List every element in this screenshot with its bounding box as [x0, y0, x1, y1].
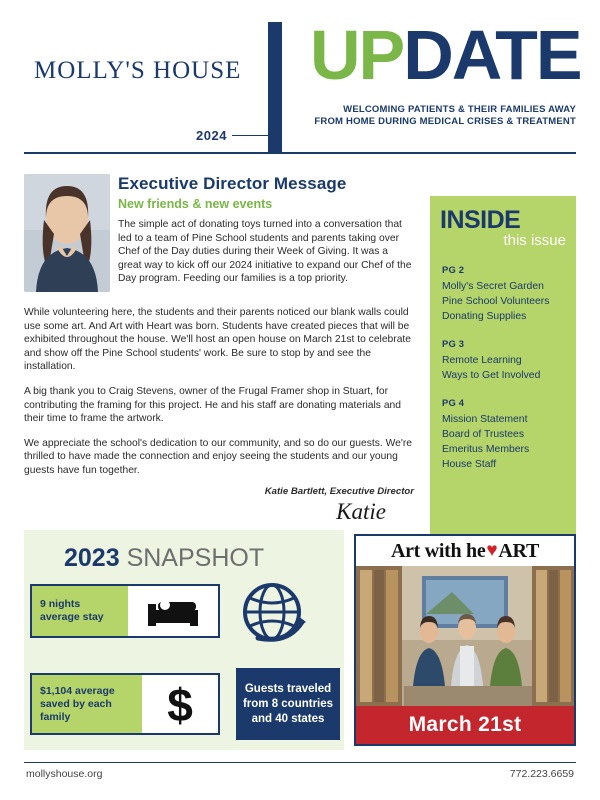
footer-phone[interactable]: 772.223.6659 — [509, 768, 574, 780]
svg-text:$: $ — [167, 681, 193, 727]
toc-item[interactable]: Donating Supplies — [442, 311, 527, 322]
issue-year: 2024 — [196, 128, 227, 143]
footer-website[interactable]: mollyshouse.org — [26, 768, 103, 780]
title-date: DATE — [403, 16, 581, 94]
signature-name: Katie Bartlett, Executive Director — [264, 486, 414, 497]
article-paragraph-2: While volunteering here, the students and their parents noticed our blank walls could use some art. And Art with Heart was born. Students have created pieces that will be exhibited throughout the house. We'll host an open house on March 21st to celebrate and show off the Pine School students' work. Be sure to stop by and see the installation. — [24, 307, 412, 373]
organization-logo — [34, 57, 241, 85]
art-with-heart-photo — [356, 566, 574, 706]
stat-average-saved — [30, 673, 220, 735]
article-paragraph-4: We appreciate the school's dedication to our community, and so do our guests. We're thrilled to have made the connection and enjoy seeing the students and our young guests have fun together. — [24, 437, 412, 476]
tagline-line-1: WELCOMING PATIENTS & THEIR FAMILIES AWAY — [343, 104, 576, 115]
title-up: UP — [310, 16, 404, 94]
toc-item[interactable]: Pine School Volunteers — [442, 296, 550, 307]
masthead — [0, 0, 600, 152]
stat-guests-traveled — [236, 668, 340, 740]
stat-average-stay — [30, 584, 220, 638]
article-subtitle: New friends & new events — [118, 197, 273, 211]
inside-group — [442, 338, 570, 383]
inside-group — [442, 397, 570, 472]
page-label: PG 4 — [442, 397, 465, 408]
article-title: Executive Director Message — [118, 174, 347, 193]
inside-this-issue-panel — [430, 196, 576, 540]
inside-contents-list — [442, 264, 570, 486]
brand-name: MOLLY'S HOUSE — [34, 57, 242, 84]
stat-average-saved-label: $1,104 average saved by each family — [32, 675, 142, 733]
toc-item[interactable]: Mission Statement — [442, 414, 528, 425]
inside-title: INSIDE — [440, 206, 521, 234]
footer-divider — [24, 762, 576, 763]
art-with-heart-panel — [354, 534, 576, 746]
art-title-part-2: ART — [498, 539, 540, 562]
bed-icon — [128, 586, 218, 636]
article-body — [24, 306, 414, 489]
year-rule — [232, 135, 268, 136]
toc-item[interactable]: Ways to Get Involved — [442, 370, 541, 381]
toc-item[interactable]: House Staff — [442, 459, 497, 470]
toc-item[interactable]: Molly's Secret Garden — [442, 281, 544, 292]
article-paragraph-3: A big thank you to Craig Stevens, owner of the Frugal Framer shop in Stuart, for contributing the framing for this project. He and his staff are donating materials and their time to frame the artwork. — [24, 385, 401, 425]
toc-item[interactable]: Board of Trustees — [442, 429, 525, 440]
art-with-heart-date: March 21st — [356, 706, 574, 744]
header-divider — [24, 152, 576, 154]
snapshot-year: 2023 — [64, 544, 120, 572]
newsletter-title — [310, 16, 581, 94]
dollar-icon — [142, 675, 218, 733]
heart-icon: ♥ — [486, 540, 498, 561]
executive-director-photo — [24, 174, 110, 292]
toc-item[interactable]: Emeritus Members — [442, 444, 530, 455]
stat-guests-traveled-label: Guests traveled from 8 countries and 40 states — [242, 682, 334, 725]
masthead-accent-bar — [268, 22, 282, 152]
page-label: PG 3 — [442, 338, 465, 349]
art-title-part-1: Art with he — [390, 539, 486, 562]
globe-icon — [236, 578, 312, 654]
signature-script: Katie — [336, 499, 386, 524]
stat-average-stay-label: 9 nights average stay — [32, 586, 128, 636]
snapshot-word: SNAPSHOT — [126, 544, 265, 572]
masthead-tagline — [276, 104, 576, 128]
article-paragraph-1: The simple act of donating toys turned into a conversation that led to a team of Pine School students and parents taking over Chef of the Day duties during their Week of Giving. It was a great way to kick off our 2024 initiative to expand our Chef of the Day program. Feeding our families is a top priority. — [118, 219, 412, 285]
inside-group — [442, 264, 570, 324]
snapshot-title — [64, 544, 264, 573]
page-label: PG 2 — [442, 264, 465, 275]
art-with-heart-title — [356, 536, 574, 566]
inside-subtitle: this issue — [503, 232, 566, 249]
toc-item[interactable]: Remote Learning — [442, 355, 522, 366]
tagline-line-2: FROM HOME DURING MEDICAL CRISES & TREATMENT — [314, 116, 576, 127]
